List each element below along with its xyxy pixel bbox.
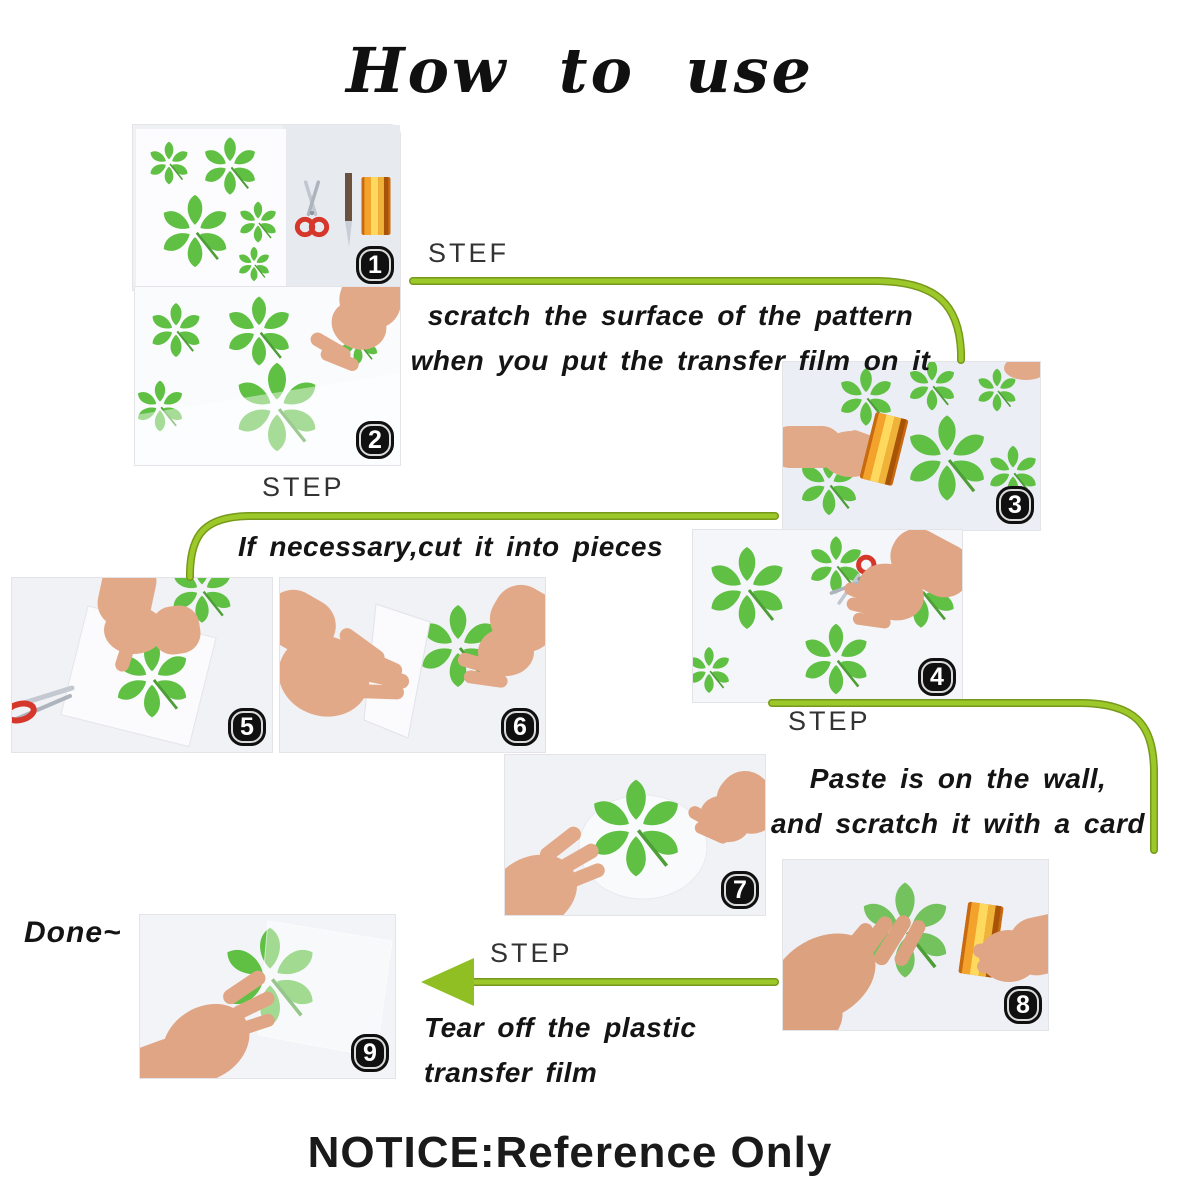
step4-label: STEP	[490, 938, 573, 968]
step4-instruction-line1: Tear off the plastic	[424, 1012, 697, 1043]
arrowhead-icon	[421, 958, 474, 1006]
step3-instruction-line2: and scratch it with a card	[770, 808, 1146, 839]
page-title: How to use	[346, 34, 814, 107]
step-photo-8-scratch-with-card	[783, 860, 1048, 1030]
step-photo-1-sticker-sheet-and-tools	[133, 125, 400, 290]
step-number-badge: 7	[721, 871, 759, 909]
step4-instruction-line2: transfer film	[424, 1057, 598, 1088]
step-number-badge: 2	[356, 421, 394, 459]
step2-label: STEP	[262, 472, 345, 502]
step2-instruction: If necessary,cut it into pieces	[238, 531, 664, 562]
step-number-badge: 4	[918, 658, 956, 696]
arrow-step8-to-step9	[421, 958, 775, 1006]
step-photo-6-peel-backing	[280, 578, 545, 752]
gold-card-icon	[362, 177, 391, 235]
step-number-badge: 3	[996, 486, 1034, 524]
step3-instruction	[762, 756, 1154, 846]
step-number-badge: 6	[501, 708, 539, 746]
step-number-badge: 9	[351, 1034, 389, 1072]
notice-text: NOTICE:Reference Only	[307, 1128, 833, 1177]
step1-instruction	[398, 293, 943, 383]
step-photo-4-cut-into-pieces	[693, 530, 962, 702]
step4-instruction	[424, 1005, 696, 1095]
done-label: Done~	[24, 916, 122, 949]
step3-instruction-line1: Paste is on the wall,	[809, 763, 1107, 794]
step1-instruction-line1: scratch the surface of the pattern	[427, 300, 914, 331]
step1-label: STEF	[428, 238, 510, 268]
step-photo-9-tear-off-film	[140, 915, 395, 1078]
step-number-badge: 1	[356, 246, 394, 284]
step1-instruction-line2: when you put the transfer film on it	[410, 345, 931, 376]
step-photo-3-scratch-surface	[783, 362, 1040, 530]
step-photo-5-cutting-piece	[12, 578, 272, 752]
step3-label: STEP	[788, 706, 871, 736]
step-photo-7-paste-on-wall	[505, 755, 765, 915]
step-number-badge: 5	[228, 708, 266, 746]
step-photo-2-apply-transfer-film	[135, 287, 400, 465]
step-number-badge: 8	[1004, 986, 1042, 1024]
